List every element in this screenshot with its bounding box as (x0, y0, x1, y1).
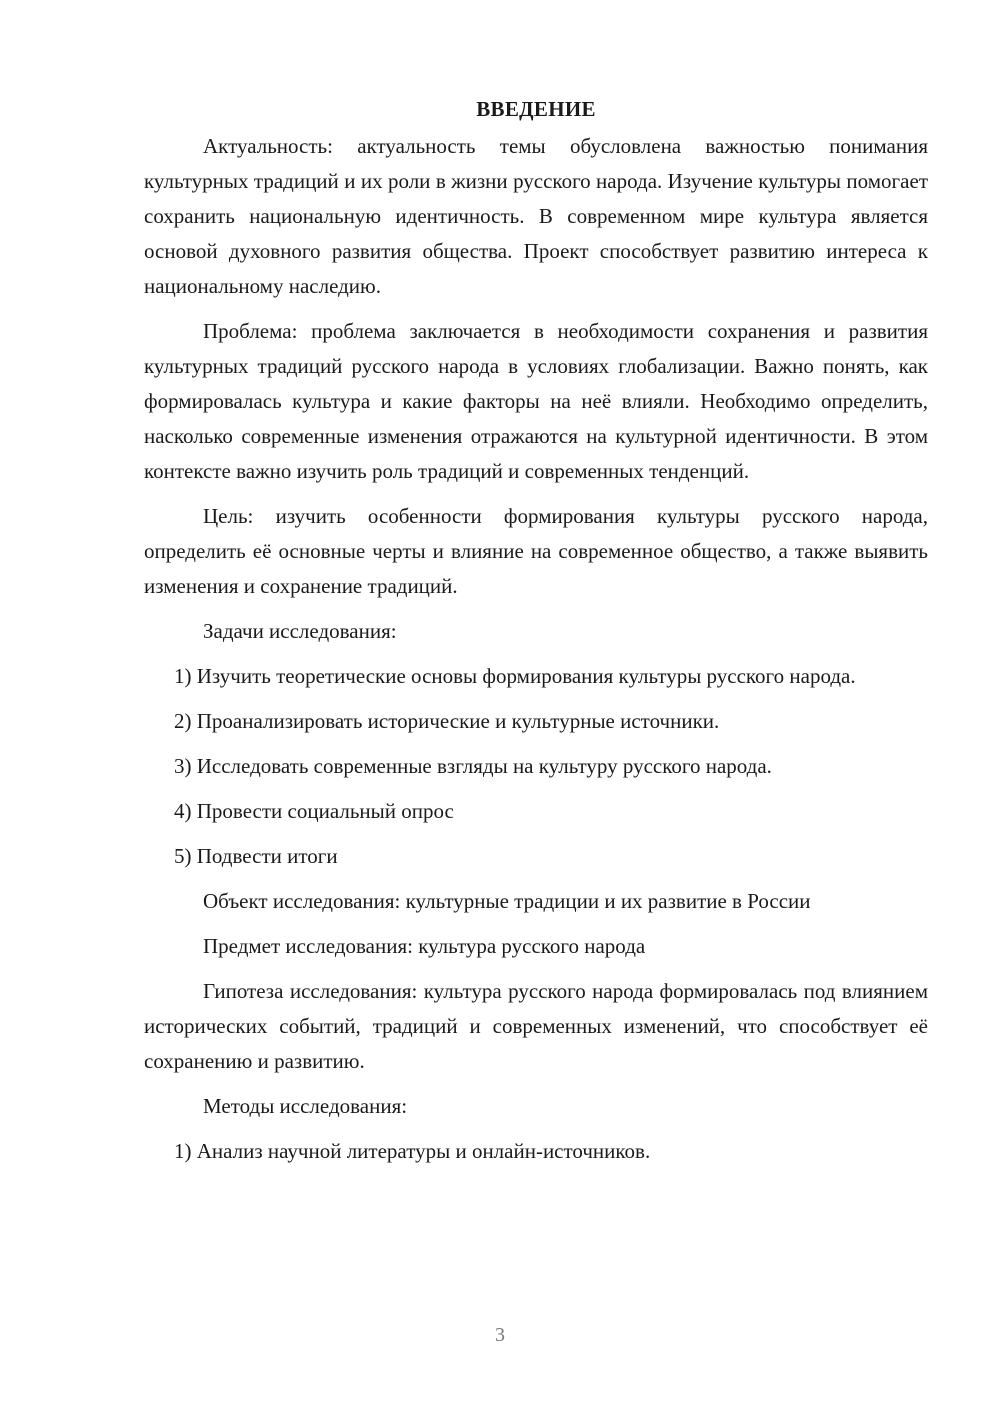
task-item: 5) Подвести итоги (174, 844, 338, 868)
section-heading: ВВЕДЕНИЕ (476, 97, 596, 121)
object-line: Объект исследования: культурные традиции и их развитие в России (203, 889, 811, 913)
subject-line: Предмет исследования: культура русского народа (203, 934, 646, 958)
method-item: 1) Анализ научной литературы и онлайн-источников. (174, 1139, 651, 1163)
task-item: 1) Изучить теоретические основы формирования культуры русского народа. (174, 664, 856, 688)
goal-paragraph: Цель: изучить особенности формирования культуры русского народа, определить её основные черты и влияние на современное общество, а также выявить изменения и сохранение традиций. (144, 504, 928, 598)
task-item: 4) Провести социальный опрос (174, 799, 454, 823)
document-page (144, 92, 928, 1179)
relevance-paragraph: Актуальность: актуальность темы обусловлена важностью понимания культурных традиций и их роли в жизни русского народа. Изучение культуры помогает сохранить национальную идентичность. В современном мире культура является основой духовного развития общества. Проект способствует развитию интереса к национальному наследию. (144, 134, 928, 298)
tasks-title: Задачи исследования: (203, 619, 397, 643)
task-item: 3) Исследовать современные взгляды на культуру русского народа. (174, 754, 772, 778)
problem-paragraph: Проблема: проблема заключается в необходимости сохранения и развития культурных традиций русского народа в условиях глобализации. Важно понять, как формировалась культура и какие факторы на неё влияли. Необходимо определить, насколько современные изменения отражаются на культурной идентичности. В этом контексте важно изучить роль традиций и современных тенденций. (144, 319, 928, 483)
page-number: 3 (495, 1324, 505, 1346)
hypothesis-paragraph: Гипотеза исследования: культура русского народа формировалась под влиянием исторических событий, традиций и современных изменений, что способствует её сохранению и развитию. (144, 979, 928, 1073)
methods-title: Методы исследования: (203, 1094, 408, 1118)
task-item: 2) Проанализировать исторические и культурные источники. (174, 709, 720, 733)
